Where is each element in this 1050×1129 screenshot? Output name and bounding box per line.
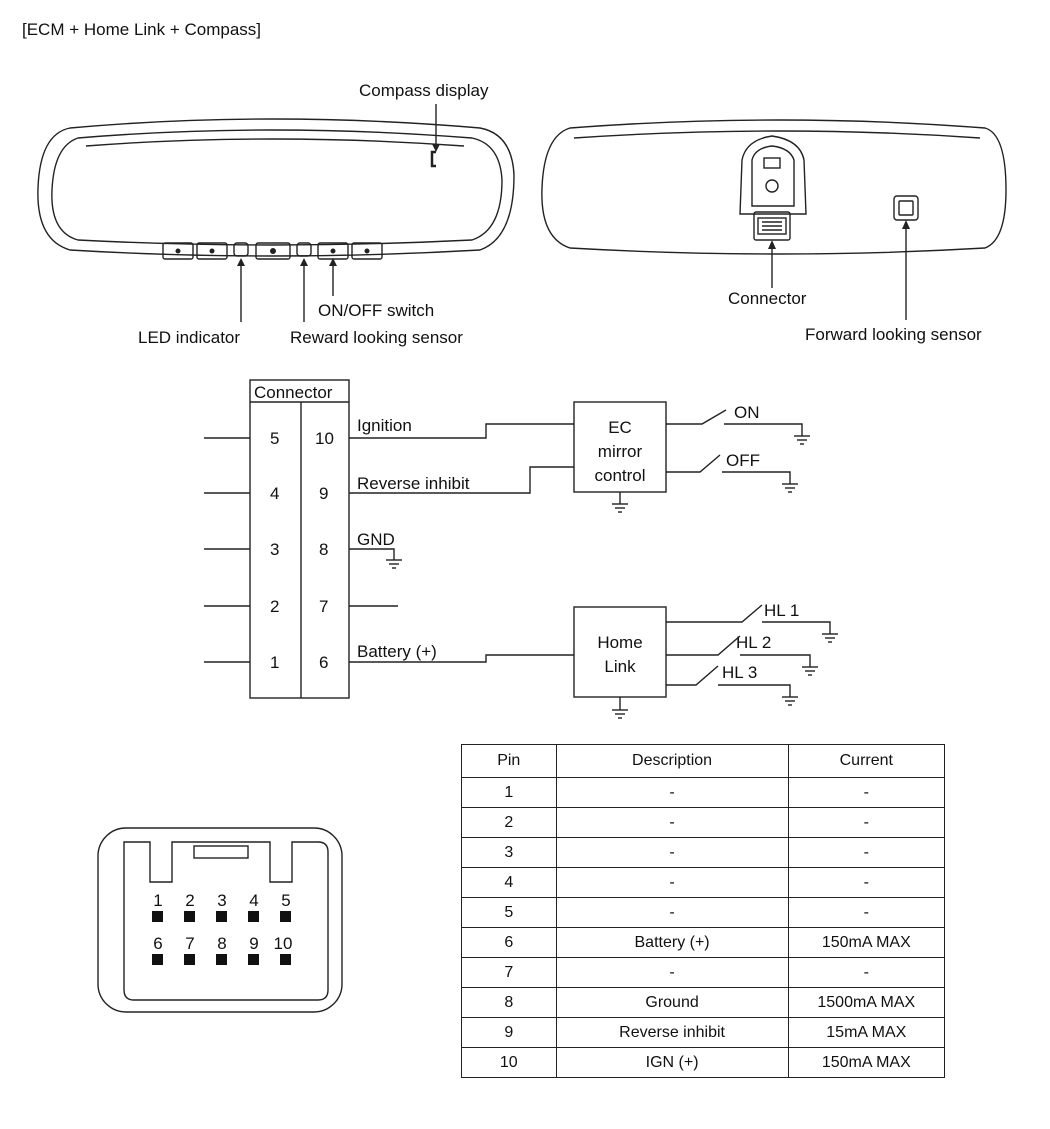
pin-square: [216, 954, 227, 965]
cell-description: -: [556, 808, 788, 838]
cell-pin: 7: [462, 958, 557, 988]
table-row: [462, 778, 945, 808]
header-pin: Pin: [462, 745, 557, 778]
cell-current: -: [788, 868, 944, 898]
forward-sensor-label: Forward looking sensor: [805, 325, 982, 344]
right-pin: 8: [319, 540, 329, 559]
right-pin: 9: [319, 484, 329, 503]
face-pin: 9: [249, 934, 259, 953]
cell-description: Ground: [556, 988, 788, 1018]
table-row: [462, 988, 945, 1018]
table-row: [462, 838, 945, 868]
face-pin: 7: [185, 934, 195, 953]
left-pin: 5: [270, 429, 280, 448]
face-pin: 1: [153, 891, 163, 910]
table-row: [462, 868, 945, 898]
pin-square: [184, 954, 195, 965]
page-title: [ECM + Home Link + Compass]: [22, 20, 262, 39]
hl3-label: HL 3: [722, 663, 758, 682]
compass-char: C: [426, 170, 427, 171]
cell-current: -: [788, 838, 944, 868]
cell-pin: 5: [462, 898, 557, 928]
right-pin: 10: [315, 429, 334, 448]
table-row: [462, 1048, 945, 1078]
cell-description: IGN (+): [556, 1048, 788, 1078]
left-pin: 1: [270, 653, 280, 672]
cell-pin: 1: [462, 778, 557, 808]
table-row: [462, 1018, 945, 1048]
gnd-label: GND: [357, 530, 395, 549]
cell-current: 1500mA MAX: [788, 988, 944, 1018]
right-pin: 7: [319, 597, 329, 616]
connector-header: Connector: [254, 383, 333, 402]
hl1-label: HL 1: [764, 601, 800, 620]
cell-current: 150mA MAX: [788, 1048, 944, 1078]
cell-pin: 3: [462, 838, 557, 868]
onoff-switch-label: ON/OFF switch: [318, 301, 435, 320]
pin-square: [248, 954, 259, 965]
left-pin: 2: [270, 597, 280, 616]
cell-description: Battery (+): [556, 928, 788, 958]
ec-mirror-line2: mirror: [597, 442, 643, 461]
cell-pin: 10: [462, 1048, 557, 1078]
ec-mirror-line1: EC: [608, 418, 632, 437]
compass-display-label: Compass display: [359, 81, 489, 100]
table-header-row: [462, 745, 945, 778]
hl2-label: HL 2: [736, 633, 772, 652]
header-current: Current: [788, 745, 944, 778]
home-link-box: [574, 607, 666, 697]
pin-square: [280, 911, 291, 922]
face-pin: 4: [249, 891, 259, 910]
cell-description: -: [556, 778, 788, 808]
pin-table: [461, 744, 945, 1078]
pin-square: [248, 911, 259, 922]
cell-pin: 9: [462, 1018, 557, 1048]
table-row: [462, 808, 945, 838]
compass-char-mark: [432, 152, 436, 166]
cell-current: -: [788, 958, 944, 988]
cell-pin: 2: [462, 808, 557, 838]
cell-current: 150mA MAX: [788, 928, 944, 958]
cell-description: -: [556, 898, 788, 928]
cell-description: -: [556, 958, 788, 988]
pin-square: [280, 954, 291, 965]
off-label: OFF: [726, 451, 760, 470]
forward-sensor-icon: [894, 196, 918, 220]
ignition-label: Ignition: [357, 416, 412, 435]
table-row: [462, 958, 945, 988]
face-pin: 10: [273, 934, 293, 953]
cell-current: -: [788, 898, 944, 928]
table-row: [462, 928, 945, 958]
ec-mirror-line3: control: [594, 466, 646, 485]
cell-current: -: [788, 778, 944, 808]
reverse-inhibit-label: Reverse inhibit: [357, 474, 470, 493]
left-pin: 4: [270, 484, 280, 503]
cell-description: Reverse inhibit: [556, 1018, 788, 1048]
home-link-line1: Home: [597, 633, 643, 652]
battery-label: Battery (+): [357, 642, 437, 661]
face-pin: 2: [185, 891, 195, 910]
led-indicator-label: LED indicator: [138, 328, 241, 347]
home-link-line2: Link: [604, 657, 636, 676]
header-description: Description: [556, 745, 788, 778]
schematic-connector-box: [250, 380, 349, 698]
pin-square: [184, 911, 195, 922]
table-row: [462, 898, 945, 928]
face-pin: 8: [217, 934, 227, 953]
pin-square: [152, 954, 163, 965]
cell-pin: 6: [462, 928, 557, 958]
cell-current: 15mA MAX: [788, 1018, 944, 1048]
left-pin: 3: [270, 540, 280, 559]
cell-description: -: [556, 838, 788, 868]
reward-sensor-label: Reward looking sensor: [290, 328, 463, 347]
face-pin: 5: [281, 891, 291, 910]
right-pin: 6: [319, 653, 329, 672]
cell-description: -: [556, 868, 788, 898]
cell-current: -: [788, 808, 944, 838]
pin-square: [216, 911, 227, 922]
pin-square: [152, 911, 163, 922]
cell-pin: 8: [462, 988, 557, 1018]
back-connector-label: Connector: [728, 289, 807, 308]
cell-pin: 4: [462, 868, 557, 898]
on-label: ON: [734, 403, 760, 422]
mirror-front: [38, 104, 514, 322]
face-pin: 3: [217, 891, 227, 910]
face-pin: 6: [153, 934, 163, 953]
